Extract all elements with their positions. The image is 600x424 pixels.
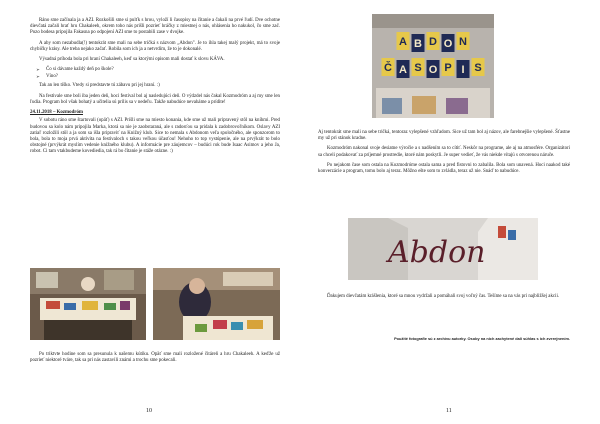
bullet-item: ➢ Víno? bbox=[30, 74, 280, 81]
banner-letter: O bbox=[443, 38, 453, 50]
photo-banner-image bbox=[372, 14, 494, 118]
photo-banner bbox=[372, 14, 494, 118]
right-page bbox=[300, 0, 600, 424]
photo-festival-table-image bbox=[30, 268, 146, 340]
photo-book-club-image bbox=[153, 268, 280, 340]
paragraph: Po triktvte hodine som sa presunula k našemu kútiku. Opäť sme mali rozložené čitáreň a hru Chakaleeh. A keďže už pozrieť niektoré tváre, tak sa pri nás zastavili známi a trochu sme pokecali. bbox=[30, 352, 280, 364]
bullet-list bbox=[30, 67, 280, 80]
paragraph: Ďakujem dievčatám krášlenia, ktoré sa mnou vydržali a pomáhali svoj voľný čas. Tešíme sa na vás pri najbližšej akcii. bbox=[327, 294, 560, 299]
right-text-top bbox=[318, 130, 570, 179]
tshirt-text: Abdon bbox=[388, 235, 486, 270]
banner-letter: O bbox=[428, 64, 438, 76]
photo-book-club bbox=[153, 268, 280, 340]
section-heading: 24.11.2018 – Kozmodróm bbox=[30, 110, 83, 116]
banner-letter: P bbox=[444, 62, 452, 74]
page-number: 10 bbox=[146, 408, 152, 414]
banner-letter: B bbox=[414, 38, 422, 50]
photo-tshirt bbox=[348, 218, 538, 280]
left-text-bottom bbox=[30, 352, 280, 368]
paragraph: Po nejakom čase som ostala na Kozmodróme ostala sama a pred fistovni to zabalila. Bola som unavená. Hoci naakod také konverzácie a program, tomu bolo aj teraz. Môžno ešte som to zvládla, teraz už nie. Snáď to nabudúce. bbox=[318, 162, 570, 175]
paragraph: Kozmodróm nakonal svoje desiatne výročie a s nadšením sa to cítiť. Neskôr na programe, ale aj na atmosfére. Organizátori sa chceli podakovať za príjemné prostredie, ktoré nám poskytli. Je super vedieť, že vás niekde vítajú s otvorenou náruče. bbox=[318, 146, 570, 158]
banner-letter: I bbox=[461, 64, 465, 76]
paragraph: Na festivale sme boli iba jeden deň, hoci festival bol aj nasledujúci deň. O výdzdel nás čakal Kozmodróm a aj my sme len ľudia. Program bol však bohatý a učitelia sú prilis sa v nedeľu. Takže nabudúce nevaháme a prídite! bbox=[30, 93, 280, 105]
banner-letter: A bbox=[399, 64, 407, 76]
banner-letter: A bbox=[399, 36, 407, 48]
photo-credit-caption: Použité fotografie sú z archívu autorky. Osoby na nich zachytené dali súhlas s ich zverejnením. bbox=[394, 336, 570, 341]
paragraph: A aby som nezabudla(!) tentokrát sme mali na sebe tričká s názvom „Abdon". Je to ihla takej malý projekt, má to svoje chybičky krásy. Ale treba nejako začať. Robila som ich ja a netvrdím, že to je dokonalé. bbox=[30, 40, 280, 52]
right-text-bottom bbox=[318, 294, 570, 304]
paragraph: Výsadná príhoda bola pri hraní Chakaleeh, keď sa ktorými opisom mali dostať k slovu KÁVA. bbox=[39, 57, 225, 63]
banner-letter: N bbox=[459, 36, 467, 48]
photo-tshirt-image bbox=[348, 218, 538, 280]
paragraph: Tak an len tiško. Vtedy si predstavte tú zábavu pri jej hraní. :) bbox=[39, 83, 160, 89]
left-text-top bbox=[30, 18, 280, 160]
banner-letter: Č bbox=[384, 62, 392, 74]
paragraph: Aj tentokrát sme mali na sebe tričká, tentoraz vylepšené vzhľadom. Sice už tam bol aj názov, ale farebnejšie vylepšené. Šťastne my už pri stánok kradne. bbox=[318, 130, 570, 142]
bullet-item: ➢ Čo si dávame každý deň po škole? bbox=[30, 67, 280, 74]
paragraph: V sobotu ráno sme štartovali (opäť) s AZI. Prišli sme na miesto konania, kde sme už mali pripravený stôl na kníhmi. Pred budovou sa kolo nám pripojila Marka, ktorá sa nie je zaobstaraná, ale s radosťou sa pridala k zadobrovoľníkom. Oslavy AZI zatiaľ rozložili stôl a ja som sa išla pripraviť na Knižný klub. Sice to nemala s Abdonom veľa spoločného, ale sponzorom to bola, bola to moja prvá aktivita na festivaloch s takou veľkou účasťou! Nehoho to top vystúpenie, ale na prvýkrát to bolo obstojné (prvýkrát myslím vedenie knižného klubu). A informácie pre záujemcov – budúci rok bude Isaac Asimov a jeho Ja, robot. Ci tam vtakbudeme kovediedia, tak rá bo čítanie je stáže otázne. :) bbox=[30, 118, 280, 155]
photo-festival-table bbox=[30, 268, 146, 340]
banner-letter: S bbox=[414, 62, 422, 74]
banner-letter: D bbox=[429, 36, 437, 48]
page-number: 11 bbox=[446, 408, 452, 414]
banner-letter: S bbox=[474, 62, 482, 74]
paragraph: Ráno sme začínala ja a AZI. Rozkošili sme si pulťk s hrou, vyloží li časopisy na čítanie a čakali na prvé ľudí. Dve ochotne dievčatá začali hrať hru Chakaleeh, okrem toho nás prišli pozrieť hráčky z miestnej o nás, ohlásenia ho nakukol, čo sme zač. Pozo bodesa pripojila Fakasna po odpojení AZI sme to postabili zase v dvojke. bbox=[30, 18, 280, 36]
